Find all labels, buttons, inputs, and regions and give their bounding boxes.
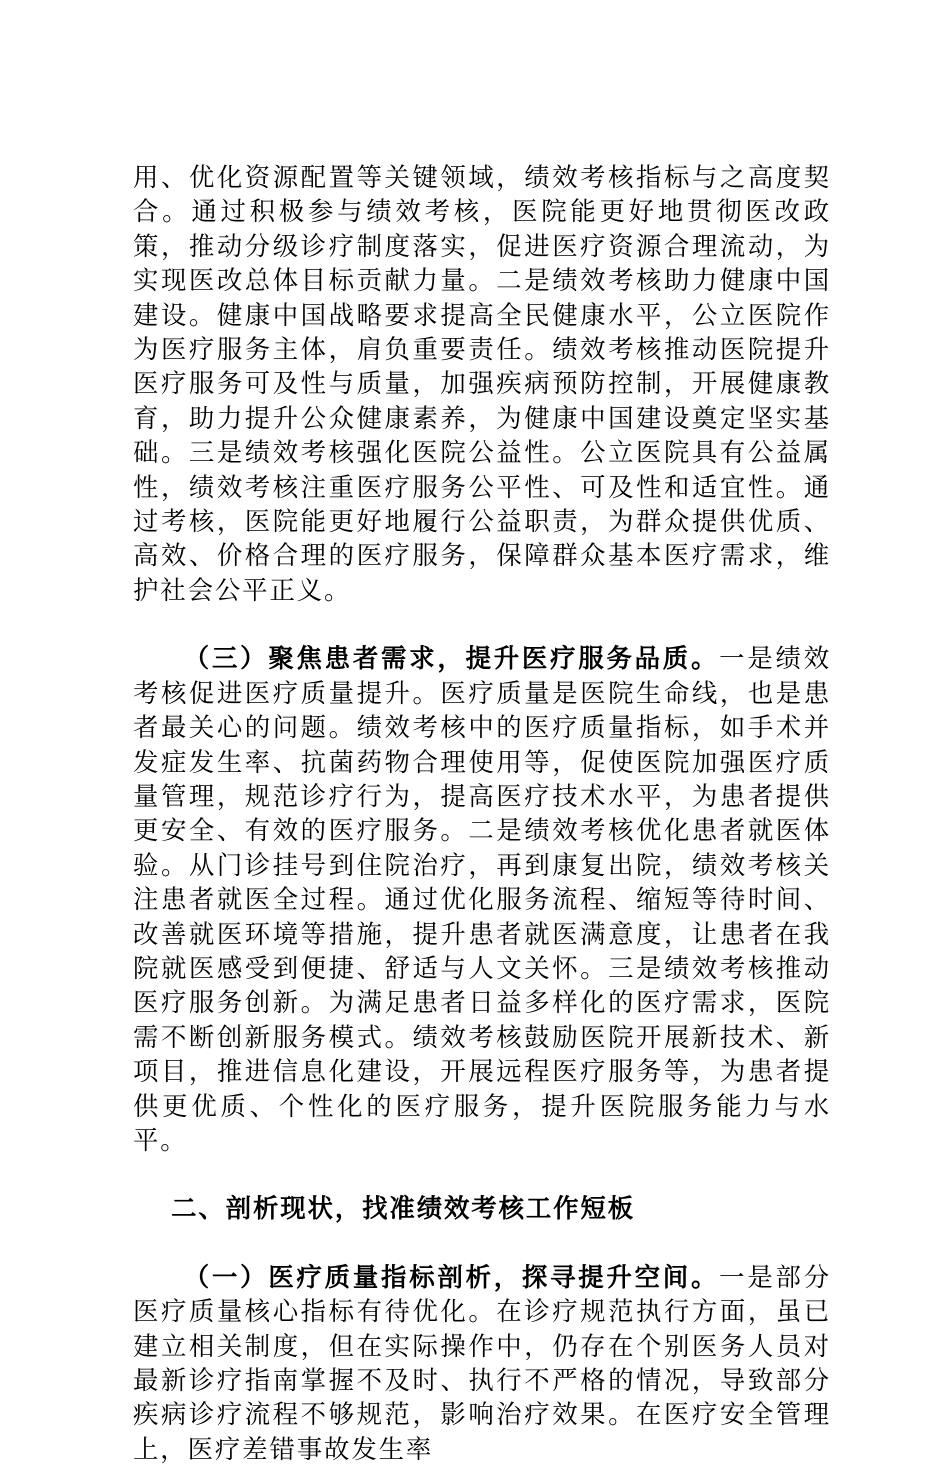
paragraph-section-3 bbox=[133, 641, 831, 1157]
section-1-lead: （一）医疗质量指标剖析，探寻提升空间。 bbox=[183, 1261, 720, 1292]
document-page bbox=[133, 160, 831, 1466]
chapter-heading: 二、剖析现状，找准绩效考核工作短板 bbox=[171, 1193, 636, 1224]
section-3-body: 一是绩效考核促进医疗质量提升。医疗质量是医院生命线，也是患者最关心的问题。绩效考核中的医疗质量指标，如手术并发症发生率、抗菌药物合理使用等，促使医院加强医疗质量管理，规范诊疗行为，提高医疗技术水平，为患者提供更安全、有效的医疗服务。二是绩效考核优化患者就医体验。从门诊挂号到住院治疗，再到康复出院，绩效考核关注患者就医全过程。通过优化服务流程、缩短等待时间、改善就医环境等措施，提升患者就医满意度，让患者在我院就医感受到便捷、舒适与人文关怀。三是绩效考核推动医疗服务创新。为满足患者日益多样化的医疗需求，医院需不断创新服务模式。绩效考核鼓励医院开展新技术、新项目，推进信息化建设，开展远程医疗服务等，为患者提供更优质、个性化的医疗服务，提升医院服务能力与水平。 bbox=[133, 643, 831, 1155]
paragraph-continuation: 用、优化资源配置等关键领域，绩效考核指标与之高度契合。通过积极参与绩效考核，医院能更好地贯彻医改政策，推动分级诊疗制度落实，促进医疗资源合理流动，为实现医改总体目标贡献力量。二是绩效考核助力健康中国建设。健康中国战略要求提高全民健康水平，公立医院作为医疗服务主体，肩负重要责任。绩效考核推动医院提升医疗服务可及性与质量，加强疾病预防控制，开展健康教育，助力提升公众健康素养，为健康中国建设奠定坚实基础。三是绩效考核强化医院公益性。公立医院具有公益属性，绩效考核注重医疗服务公平性、可及性和适宜性。通过考核，医院能更好地履行公益职责，为群众提供优质、高效、价格合理的医疗服务，保障群众基本医疗需求，维护社会公平正义。 bbox=[133, 162, 831, 605]
section-1-body: 一是部分医疗质量核心指标有待优化。在诊疗规范执行方面，虽已建立相关制度，但在实际操作中，仍存在个别医务人员对最新诊疗指南掌握不及时、执行不严格的情况，导致部分疾病诊疗流程不够规范，影响治疗效果。在医疗安全管理上，医疗差错事故发生率 bbox=[133, 1261, 831, 1464]
paragraph-section-1 bbox=[133, 1260, 831, 1466]
section-3-lead: （三）聚焦患者需求，提升医疗服务品质。 bbox=[183, 643, 720, 674]
